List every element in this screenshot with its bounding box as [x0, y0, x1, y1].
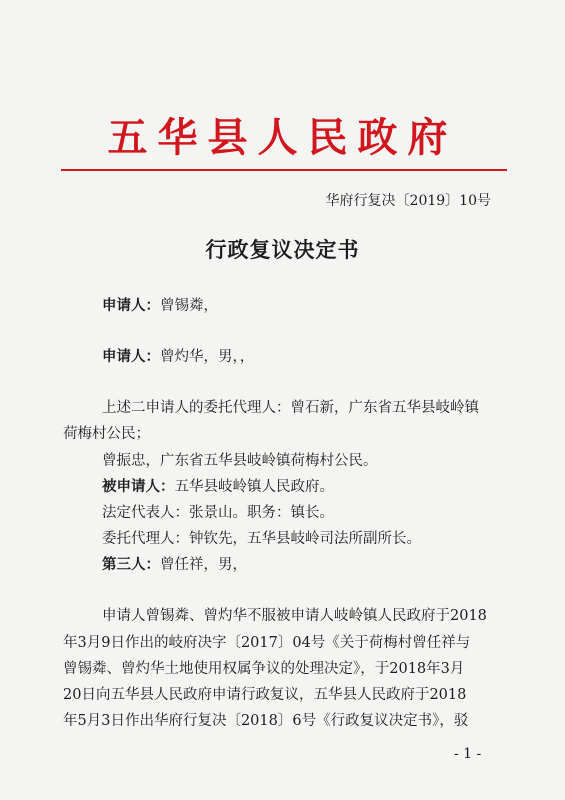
- third-party-value: 曾任祥，男，: [160, 557, 247, 573]
- respondent-label: 被申请人：: [102, 478, 175, 495]
- applicant-1-value: 曾锡粦，: [160, 298, 218, 314]
- agent-line-3: 曾振忠，广东省五华县岐岭镇荷梅村公民。: [102, 453, 378, 469]
- respondent-value: 五华县岐岭镇人民政府。: [174, 479, 334, 495]
- document-number: 华府行复决〔2019〕10号: [325, 193, 491, 209]
- body-line-3: 曾锡粦、曾灼华土地使用权属争议的处理决定》，于2018年3月: [63, 661, 465, 677]
- agent-line-2: 荷梅村公民；: [63, 426, 150, 442]
- body-line-4: 20日向五华县人民政府申请行政复议，五华县人民政府于2018: [63, 687, 467, 703]
- agent-line-1: 上述二申请人的委托代理人：曾石新，广东省五华县岐岭镇: [102, 400, 479, 416]
- body-line-5: 年5月3日作出华府行复决〔2018〕6号《行政复议决定书》，驳: [63, 713, 469, 729]
- entrusted-agent: 委托代理人：钟钦先，五华县岐岭司法所副所长。: [102, 531, 421, 547]
- applicant-1: [102, 296, 218, 316]
- applicant-2-value: 曾灼华，男，，: [160, 349, 255, 365]
- respondent: [102, 477, 334, 497]
- legal-representative: 法定代表人：张景山。职务：镇长。: [102, 505, 334, 521]
- body-line-1: 申请人曾锡粦、曾灼华不服被申请人岐岭镇人民政府于2018: [102, 608, 487, 624]
- body-line-2: 年3月9日作出的岐府决字〔2017〕04号《关于荷梅村曾任祥与: [63, 635, 471, 651]
- issuing-authority-title: 五华县人民政府: [107, 114, 458, 161]
- applicant-1-label: 申请人：: [102, 297, 160, 314]
- third-party: [102, 555, 247, 575]
- third-party-label: 第三人：: [102, 556, 160, 573]
- document-title: 行政复议决定书: [205, 237, 360, 262]
- red-header-rule: [61, 169, 507, 171]
- page-number: - 1 -: [454, 746, 482, 762]
- applicant-2-label: 申请人：: [102, 348, 160, 365]
- applicant-2: [102, 347, 254, 367]
